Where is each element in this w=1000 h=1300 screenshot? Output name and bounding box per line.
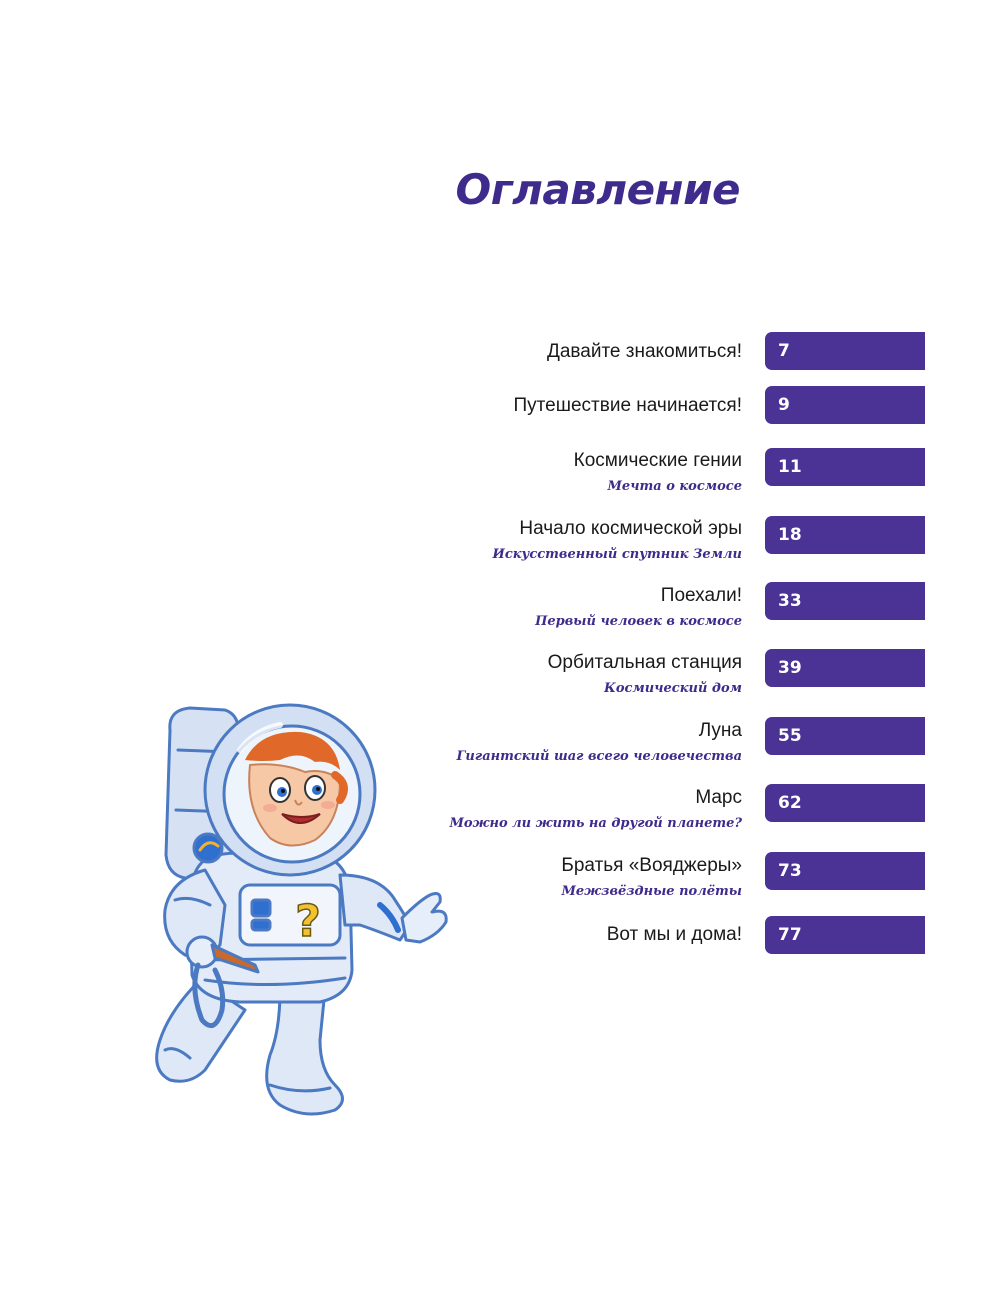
toc-entry-title: Вот мы и дома!	[606, 924, 742, 945]
page-number-tab[interactable]: 11	[765, 448, 925, 486]
toc-entry-subtitle: Искусственный спутник Земли	[492, 547, 742, 562]
toc-entry-subtitle: Мечта о космосе	[607, 479, 742, 494]
toc-entry-title: Луна	[698, 720, 742, 741]
toc-entry-title: Орбитальная станция	[547, 652, 742, 673]
page-number-tab[interactable]: 33	[765, 582, 925, 620]
toc-entry[interactable]	[300, 450, 925, 510]
page-number-tab[interactable]: 18	[765, 516, 925, 554]
page-number-tab[interactable]: 39	[765, 649, 925, 687]
toc-entry-title: Начало космической эры	[519, 518, 742, 539]
toc-entry[interactable]	[300, 332, 925, 392]
toc-entry-text	[302, 450, 742, 497]
toc-entry-text	[302, 585, 742, 632]
toc-entry[interactable]	[300, 585, 925, 645]
page-number-tab[interactable]: 77	[765, 916, 925, 954]
toc-entry-title: Путешествие начинается!	[513, 395, 742, 416]
toc-entry-title: Космические гении	[573, 450, 742, 471]
page-number-tab[interactable]: 9	[765, 386, 925, 424]
chest-question-mark: ?	[295, 896, 321, 947]
page-number-tab[interactable]: 62	[765, 784, 925, 822]
toc-entry-text	[302, 518, 742, 565]
page-number-tab[interactable]: 55	[765, 717, 925, 755]
toc-entry-text	[302, 395, 742, 417]
page-number-tab[interactable]: 73	[765, 852, 925, 890]
toc-entry-subtitle: Космический дом	[604, 681, 742, 696]
toc-entry-subtitle: Первый человек в космосе	[535, 614, 742, 629]
toc-entry[interactable]	[300, 386, 925, 446]
toc-entry[interactable]	[300, 518, 925, 578]
toc-entry-text	[302, 341, 742, 363]
astronaut-illustration	[130, 690, 480, 1160]
toc-entry-title: Братья «Вояджеры»	[561, 855, 742, 876]
toc-entry-title: Давайте знакомиться!	[546, 341, 742, 362]
toc-entry-subtitle: Гигантский шаг всего человечества	[456, 749, 742, 764]
page-number-tab[interactable]: 7	[765, 332, 925, 370]
toc-entry-title: Марс	[695, 787, 742, 808]
toc-entry-subtitle: Можно ли жить на другой планете?	[449, 816, 742, 831]
toc-entry-subtitle: Межзвёздные полёты	[561, 884, 742, 899]
toc-heading: Оглавление	[455, 165, 740, 214]
toc-entry-title: Поехали!	[660, 585, 742, 606]
